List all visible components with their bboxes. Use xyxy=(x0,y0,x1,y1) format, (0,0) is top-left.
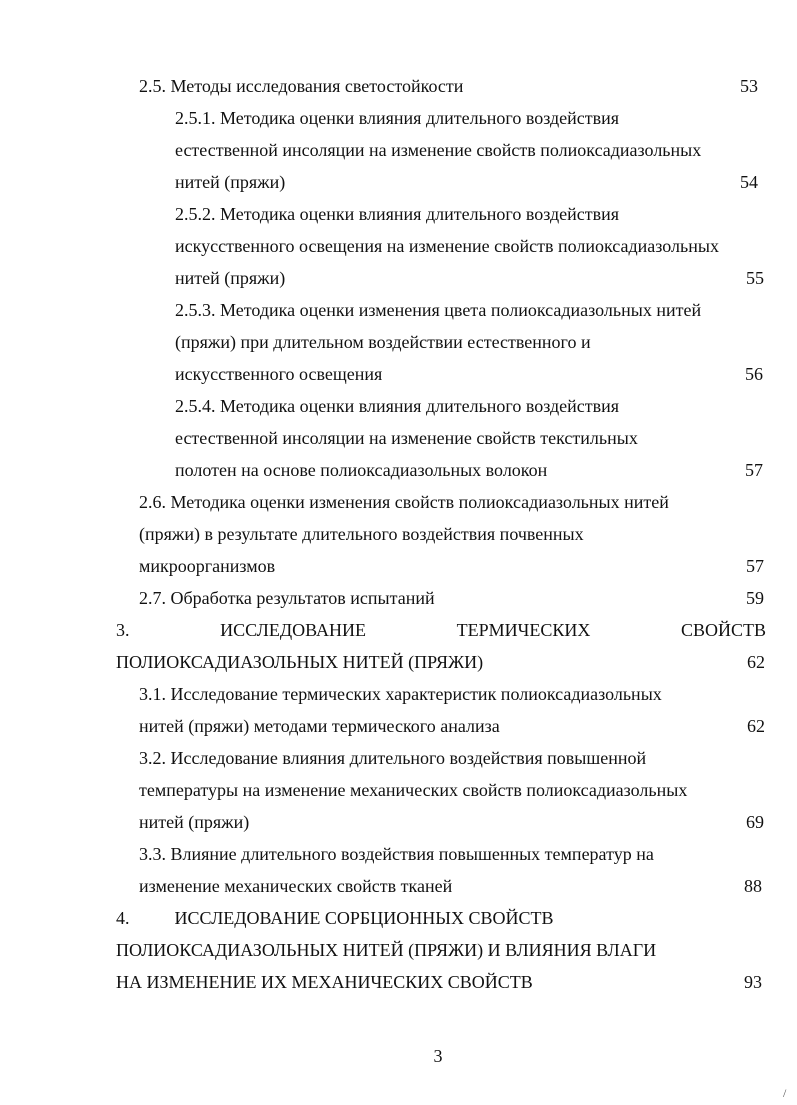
toc-page-3-1: 62 xyxy=(747,716,765,736)
toc-page-3-3: 88 xyxy=(744,876,762,896)
toc-page-2-6: 57 xyxy=(746,556,764,576)
toc-entry-3-2-cont: температуры на изменение механических свойств полиоксадиазольных xyxy=(139,780,688,800)
toc-page-3-2: 69 xyxy=(746,812,764,832)
toc-entry-2-5: 2.5. Методы исследования светостойкости xyxy=(139,76,464,96)
toc-entry-2-5-1: 2.5.1. Методика оценки влияния длительного воздействия xyxy=(175,108,620,128)
toc-chapter-3-heading xyxy=(116,619,766,641)
chapter-3-word-1: ИССЛЕДОВАНИЕ xyxy=(220,620,367,640)
toc-chapter-3-heading-cont: ПОЛИОКСАДИАЗОЛЬНЫХ НИТЕЙ (ПРЯЖИ) xyxy=(116,652,484,672)
toc-page-chapter-3: 62 xyxy=(747,652,765,672)
toc-entry-2-5-1-end: нитей (пряжи) xyxy=(175,172,286,192)
chapter-3-word-2: ТЕРМИЧЕСКИХ xyxy=(456,620,591,640)
toc-page-2-7: 59 xyxy=(746,588,764,608)
toc-entry-2-5-2: 2.5.2. Методика оценки влияния длительного воздействия xyxy=(175,204,620,224)
toc-page-chapter-4: 93 xyxy=(744,972,762,992)
toc-entry-2-5-4: 2.5.4. Методика оценки влияния длительного воздействия xyxy=(175,396,620,416)
toc-entry-2-5-1-cont: естественной инсоляции на изменение свойств полиоксадиазольных xyxy=(175,140,702,160)
toc-entry-2-7: 2.7. Обработка результатов испытаний xyxy=(139,588,435,608)
toc-page-2-5-4: 57 xyxy=(745,460,763,480)
toc-entry-2-6-end: микроорганизмов xyxy=(139,556,276,576)
toc-page-2-5-3: 56 xyxy=(745,364,763,384)
toc-entry-2-6: 2.6. Методика оценки изменения свойств полиоксадиазольных нитей xyxy=(139,492,669,512)
toc-entry-2-5-4-end: полотен на основе полиоксадиазольных волокон xyxy=(175,460,548,480)
toc-entry-3-3: 3.3. Влияние длительного воздействия повышенных температур на xyxy=(139,844,654,864)
toc-chapter-4-heading-cont: ПОЛИОКСАДИАЗОЛЬНЫХ НИТЕЙ (ПРЯЖИ) И ВЛИЯНИЯ ВЛАГИ xyxy=(116,940,657,960)
chapter-3-word-3: СВОЙСТВ xyxy=(680,620,766,640)
toc-entry-2-5-4-cont: естественной инсоляции на изменение свойств текстильных xyxy=(175,428,638,448)
chapter-3-number: 3. xyxy=(116,620,130,640)
page-number: 3 xyxy=(433,1046,443,1066)
toc-entry-2-5-2-end: нитей (пряжи) xyxy=(175,268,286,288)
toc-entry-2-5-3-end: искусственного освещения xyxy=(175,364,383,384)
toc-entry-3-1: 3.1. Исследование термических характеристик полиоксадиазольных xyxy=(139,684,662,704)
toc-page-2-5-2: 55 xyxy=(746,268,764,288)
toc-entry-2-5-3: 2.5.3. Методика оценки изменения цвета полиоксадиазольных нитей xyxy=(175,300,702,320)
toc-entry-2-5-3-cont: (пряжи) при длительном воздействии естественного и xyxy=(175,332,591,352)
toc-entry-2-6-cont: (пряжи) в результате длительного воздействия почвенных xyxy=(139,524,584,544)
toc-chapter-4-heading: 4. ИССЛЕДОВАНИЕ СОРБЦИОННЫХ СВОЙСТВ xyxy=(116,908,554,928)
toc-entry-3-2: 3.2. Исследование влияния длительного воздействия повышенной xyxy=(139,748,647,768)
toc-page-2-5-1: 54 xyxy=(740,172,758,192)
toc-entry-2-5-2-cont: искусственного освещения на изменение свойств полиоксадиазольных xyxy=(175,236,719,256)
toc-chapter-4-heading-end: НА ИЗМЕНЕНИЕ ИХ МЕХАНИЧЕСКИХ СВОЙСТВ xyxy=(116,972,533,992)
corner-mark: / xyxy=(783,1086,787,1100)
toc-entry-3-1-end: нитей (пряжи) методами термического анализа xyxy=(139,716,500,736)
toc-entry-3-3-end: изменение механических свойств тканей xyxy=(139,876,453,896)
toc-entry-3-2-end: нитей (пряжи) xyxy=(139,812,250,832)
toc-page-2-5: 53 xyxy=(740,76,758,96)
